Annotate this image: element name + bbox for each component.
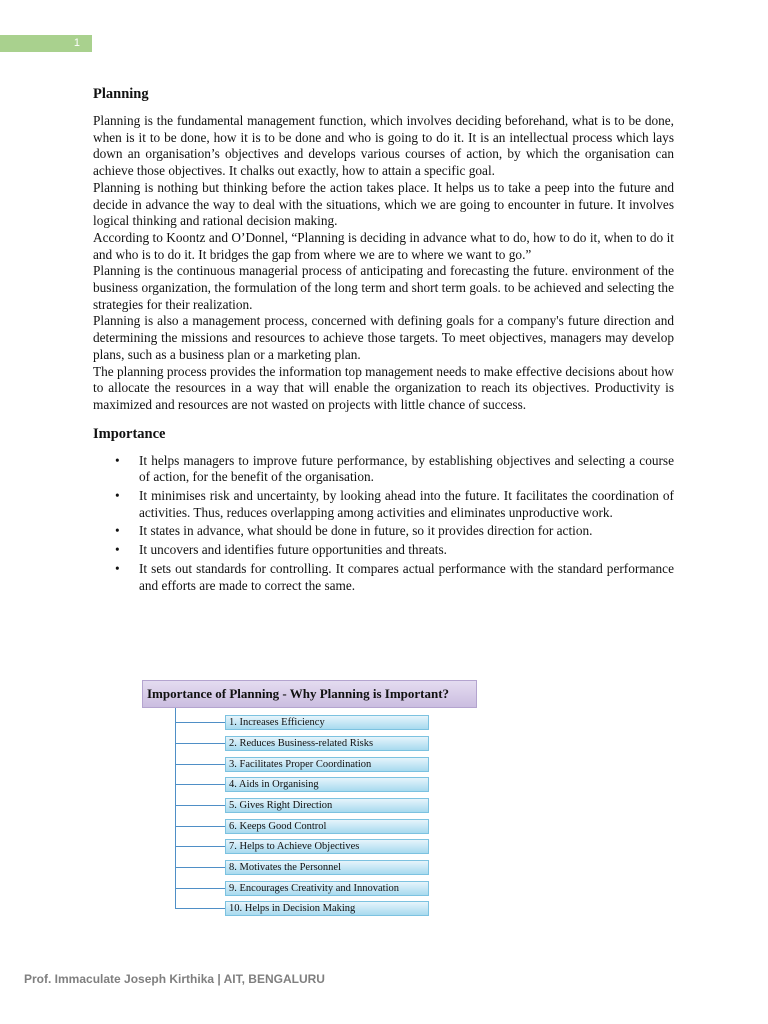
diagram-item: 3. Facilitates Proper Coordination: [225, 757, 429, 772]
importance-diagram: [142, 680, 482, 922]
heading-importance: Importance: [93, 425, 166, 442]
diagram-item: 8. Motivates the Personnel: [225, 860, 429, 875]
diagram-branch-line: [175, 784, 225, 785]
diagram-item: 7. Helps to Achieve Objectives: [225, 839, 429, 854]
list-item: • It uncovers and identifies future opportunities and threats.: [139, 542, 674, 559]
diagram-title: Importance of Planning - Why Planning is Important?: [142, 680, 477, 708]
list-item: • It minimises risk and uncertainty, by looking ahead into the future. It facilitates the coordination of activities. Thus, reduces overlapping among activities and eliminates unproductive work.: [139, 488, 674, 521]
list-item: • It helps managers to improve future performance, by establishing objectives and selecting a course of action, for the benefit of the organisation.: [139, 453, 674, 486]
list-item: • It sets out standards for controlling. It compares actual performance with the standard performance and efforts are made to correct the same.: [139, 561, 674, 594]
paragraph: Planning is nothing but thinking before the action takes place. It helps us to take a peep into the future and decide in advance the way to deal with the situations, which we are going to encounter in future. It involves logical thinking and rational decision making.: [93, 179, 674, 229]
diagram-item: 9. Encourages Creativity and Innovation: [225, 881, 429, 896]
paragraph: Planning is also a management process, concerned with defining goals for a company's future direction and determining the missions and resources to achieve those targets. To meet objectives, managers may develop plans, such as a business plan or a marketing plan.: [93, 313, 674, 362]
diagram-branch-line: [175, 722, 225, 723]
diagram-item: 2. Reduces Business-related Risks: [225, 736, 429, 751]
diagram-branch-line: [175, 764, 225, 765]
importance-list: [93, 453, 674, 595]
diagram-branch-line: [175, 888, 225, 889]
diagram-item: 5. Gives Right Direction: [225, 798, 429, 813]
diagram-branch-line: [175, 846, 225, 847]
paragraph: Planning is the continuous managerial process of anticipating and forecasting the future. environment of the business organization, the formulation of the long term and short term goals. to be achieved and selecting the strategies for their realization.: [93, 263, 674, 312]
page-footer: Prof. Immaculate Joseph Kirthika | AIT, BENGALURU: [24, 972, 325, 986]
diagram-branch-line: [175, 805, 225, 806]
page-content: [93, 86, 674, 596]
heading-planning: Planning: [93, 86, 149, 102]
diagram-connector-line: [175, 708, 176, 909]
page-number: 1: [0, 35, 92, 52]
diagram-branch-line: [175, 908, 225, 909]
paragraph: Planning is the fundamental management function, which involves deciding beforehand, what is to be done, when is it to be done, how it is to be done and who is going to do it. It is an intellectual process which lays down an organisation’s objectives and develops various courses of action, by which the organisation can achieve those objectives. It chalks out exactly, how to attain a specific goal.: [93, 113, 674, 179]
paragraph: The planning process provides the information top management needs to make effective decisions about how to allocate the resources in a way that will enable the organization to reach its objectives. Productivity is maximized and resources are not wasted on projects with little chance of success.: [93, 363, 674, 412]
diagram-branch-line: [175, 867, 225, 868]
diagram-item: 10. Helps in Decision Making: [225, 901, 429, 916]
diagram-branch-line: [175, 743, 225, 744]
list-item: • It states in advance, what should be done in future, so it provides direction for action.: [139, 523, 674, 540]
diagram-item: 6. Keeps Good Control: [225, 819, 429, 834]
paragraph: According to Koontz and O’Donnel, “Planning is deciding in advance what to do, how to do it, when to do it and who is to do it. It bridges the gap from where we are to where we want to go.”: [93, 229, 674, 262]
diagram-item: 1. Increases Efficiency: [225, 715, 429, 730]
diagram-branch-line: [175, 826, 225, 827]
diagram-item: 4. Aids in Organising: [225, 777, 429, 792]
